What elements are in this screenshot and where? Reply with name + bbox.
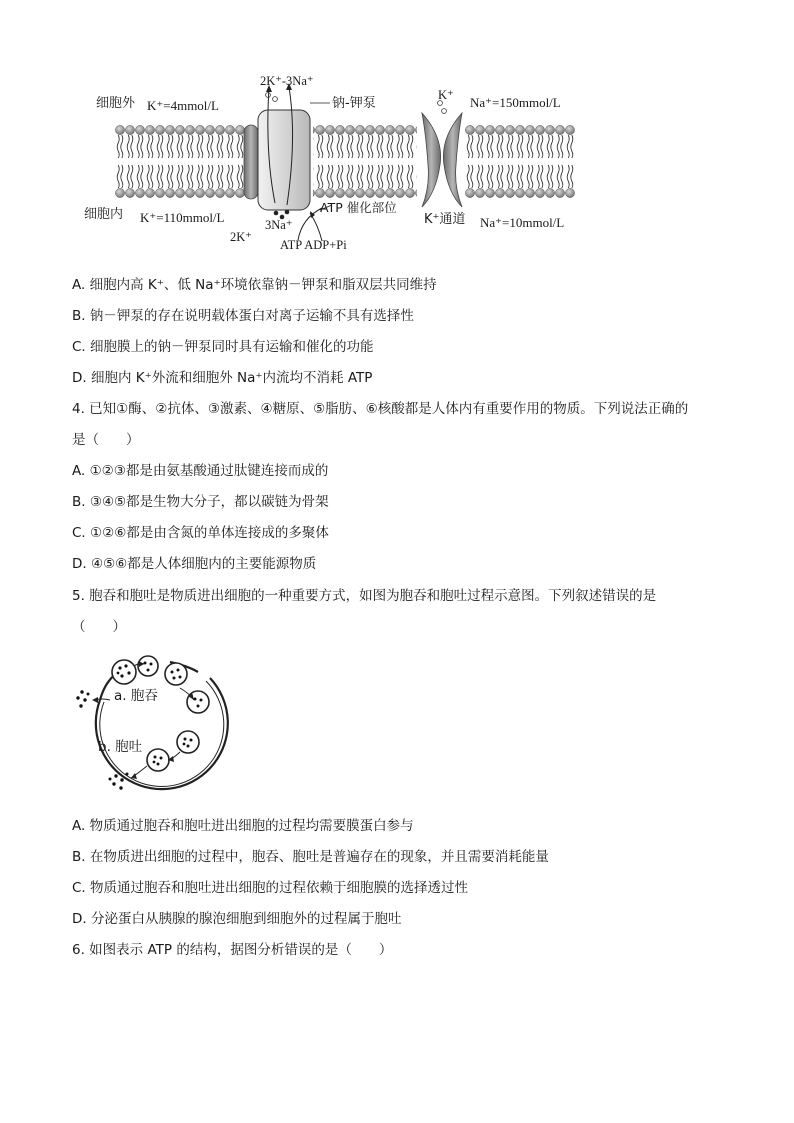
- q4-option-b: B. ③④⑤都是生物大分子，都以碳链为骨架: [72, 494, 329, 510]
- vesicle: [138, 656, 158, 676]
- k-channel-right: [443, 113, 462, 207]
- channel-label: K⁺通道: [424, 212, 466, 227]
- q3-option-d: D. 细胞内 K⁺外流和细胞外 Na⁺内流均不消耗 ATP: [72, 370, 373, 386]
- membrane-figure: [70, 55, 590, 260]
- k-inside-label: K⁺=110mmol/L: [140, 210, 225, 225]
- q5-stem-line2: （ ）: [72, 619, 126, 635]
- q3-option-a: A. 细胞内高 K⁺、低 Na⁺环境依靠钠－钾泵和脂双层共同维持: [72, 277, 437, 293]
- q6-stem: 6. 如图表示 ATP 的结构，据图分析错误的是（ ）: [72, 942, 393, 958]
- membrane-diagram: [70, 55, 590, 260]
- vesicle: [147, 749, 169, 771]
- flank-protein: [244, 125, 258, 199]
- lipid-bilayer-middle: [313, 123, 417, 200]
- pump-bottom-na-label: 3Na⁺: [265, 218, 293, 232]
- q4-stem-line2: 是（ ）: [72, 432, 140, 448]
- q5-option-a: A. 物质通过胞吞和胞吐进出细胞的过程均需要膜蛋白参与: [72, 818, 414, 834]
- atp-reaction-label: ATP ADP+Pi: [280, 238, 347, 252]
- lipid-bilayer-left: [115, 123, 245, 200]
- atp-site-label: ATP 催化部位: [320, 200, 397, 215]
- vesicle: [112, 660, 136, 684]
- inside-label: 细胞内: [84, 207, 124, 222]
- lipid-bilayer-right: [465, 123, 575, 200]
- pump-bottom-k-label: 2K⁺: [230, 230, 252, 244]
- exocytosis-label: b. 胞吐: [98, 739, 143, 755]
- k-outside-label: K⁺=4mmol/L: [147, 98, 219, 113]
- q4-option-d: D. ④⑤⑥都是人体细胞内的主要能源物质: [72, 556, 317, 572]
- pump-top-label: 2K⁺-3Na⁺: [260, 74, 314, 88]
- q4-option-a: A. ①②③都是由氨基酸通过肽键连接而成的: [72, 463, 329, 479]
- q4-option-c: C. ①②⑥都是由含氮的单体连接成的多聚体: [72, 525, 329, 541]
- q5-option-b: B. 在物质进出细胞的过程中，胞吞、胞吐是普遍存在的现象，并且需要消耗能量: [72, 849, 549, 865]
- endocytosis-label: a. 胞吞: [114, 688, 158, 704]
- q3-option-b: B. 钠－钾泵的存在说明载体蛋白对离子运输不具有选择性: [72, 308, 414, 324]
- q5-option-d: D. 分泌蛋白从胰腺的腺泡细胞到细胞外的过程属于胞吐: [72, 911, 402, 927]
- q5-option-c: C. 物质通过胞吞和胞吐进出细胞的过程依赖于细胞膜的选择透过性: [72, 880, 469, 896]
- vesicle: [165, 663, 187, 685]
- q4-stem-line1: 4. 已知①酶、②抗体、③激素、④糖原、⑤脂肪、⑥核酸都是人体内有重要作用的物质。下列说法正确的: [72, 401, 689, 417]
- endocytosis-figure: [70, 648, 230, 803]
- q3-option-c: C. 细胞膜上的钠－钾泵同时具有运输和催化的功能: [72, 339, 374, 355]
- outside-label: 细胞外: [96, 96, 136, 111]
- k-channel-left: [422, 113, 441, 207]
- q5-stem-line1: 5. 胞吞和胞吐是物质进出细胞的一种重要方式，如图为胞吞和胞吐过程示意图。下列叙述错误的是: [72, 588, 657, 604]
- pump-label: 钠-钾泵: [332, 96, 376, 111]
- vesicle: [177, 731, 199, 753]
- na-k-pump: [258, 110, 310, 210]
- endocytosis-diagram: [70, 648, 230, 803]
- channel-ion-label: K⁺: [438, 88, 454, 102]
- na-inside-label: Na⁺=10mmol/L: [480, 215, 565, 230]
- na-outside-label: Na⁺=150mmol/L: [470, 95, 561, 110]
